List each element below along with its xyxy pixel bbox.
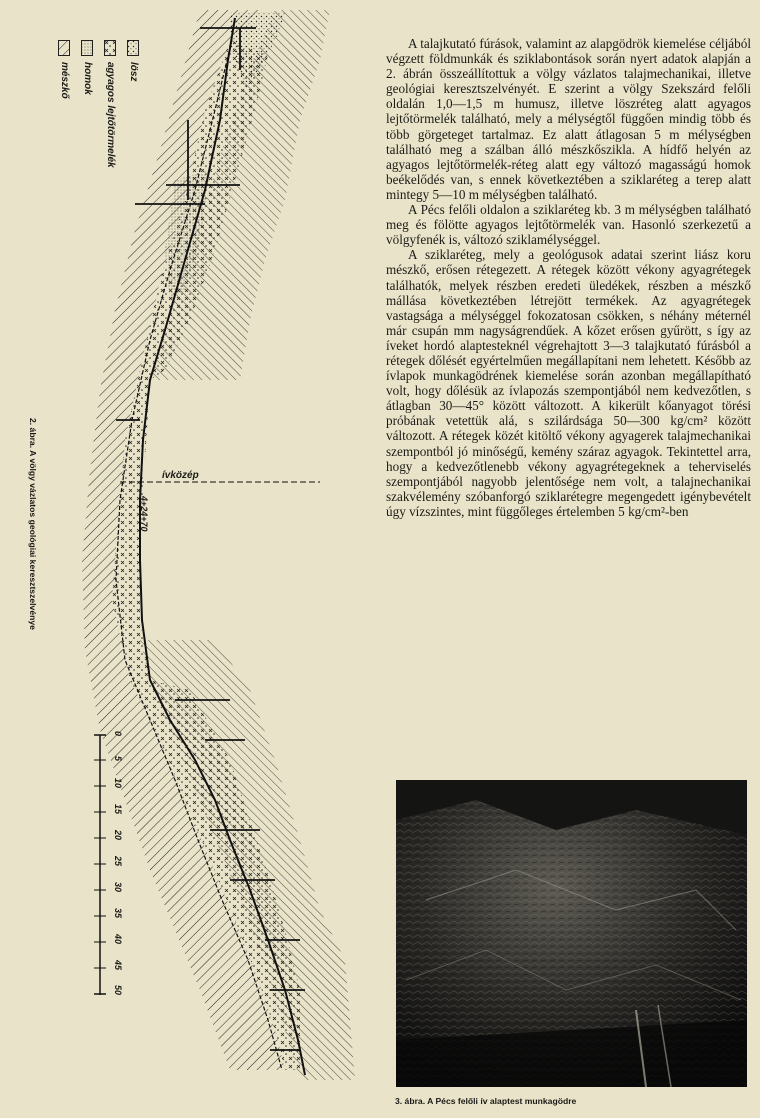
scale-tick-label: 40 <box>113 934 123 945</box>
scale-tick-label: 5 <box>113 756 123 762</box>
scale-tick-label: 25 <box>113 856 123 867</box>
loess-swatch-icon <box>127 40 139 56</box>
figure-2-caption: 2. ábra. A völgy vázlatos geológiai keresztszelvénye <box>28 418 38 630</box>
arch-center-label: ívközép <box>162 470 199 481</box>
body-text-column <box>386 36 751 519</box>
scale-tick-label: 30 <box>113 882 123 893</box>
limestone-swatch-icon <box>58 40 70 56</box>
scale-tick-label: 0 <box>113 731 123 737</box>
legend-label-limestone: mészkő <box>59 62 70 99</box>
slope-debris-swatch-icon <box>104 40 116 56</box>
paragraph: A sziklaréteg, mely a geológusok adatai szerint liász koru mészkő, erősen rétegezett. A rétegek között vékony agyagrétegek találhatók, melyek részben eredeti üledékek, részben a mészkő mállása következtében létrejött termékek. Az agyagrétegek vastagsága a mélységgel fokozatosan csökken, s néhány méternél már csupán mm nagyságrendűek. A kőzet erősen gyűrött, s így az íveket hordó alaptesteknél végrehajtott 3—3 talajkutató fúrásból a rétegek dőlését egyértelműen megállapítani nem lehetett. Később az ívlapok munkagödrének kiemelése során azonban megállapítható volt, hogy dőlésük az ívlapozás szempontjából nem kedvezőtlen, s átlagban 30—45° között változott. A kikerült kőanyagot törési próbának vetettük alá, s szilárdsága 50—300 kg/cm² között változott. A rétegek közét kitöltő vékony agyagerek talajmechanikai szempontból jó minőségű, kemény száraz agyagok. Tekintettel arra, hogy a kedvezőtlenebb vékony agyagrétegeknek a teherviselés szempontjából nagyobb jelentősége nem volt, a talajnechanikai szakvélemény szóbanforgó sziklarétegre megengedett igénybevételt úgy vízszintes, mint függőleges értelemben 5 kg/cm²-ben <box>386 247 751 519</box>
scale-tick-label: 45 <box>113 960 123 971</box>
legend-label-sand: homok <box>82 62 93 95</box>
excavation-pit-photo <box>396 780 747 1087</box>
legend-label-slope-debris: agyagos lejtőtörmelék <box>105 62 116 168</box>
scale-tick-label: 35 <box>113 908 123 919</box>
paragraph: A Pécs felőli oldalon a sziklaréteg kb. 3 m mélységben található meg és fölötte agyagos lejtőtörmelék van. Hasonló szerkezetű a völgyfenék is, változó sziklamélységgel. <box>386 202 751 248</box>
figure-3-photo <box>396 780 747 1087</box>
figure-3-caption: 3. ábra. A Pécs felőli ív alaptest munkagödre <box>395 1096 577 1106</box>
station-label: 4+24+70 <box>139 496 149 532</box>
paragraph: A talajkutató fúrások, valamint az alapgödrök kiemelése céljából végzett földmunkák és sziklabontások során nyert adatok alapján a 2. ábrán összeállítottuk a völgy vázlatos talajmechanikai, illetve geológiai keresztszelvényét. E szerint a völgy Szekszárd felőli oldalán 1,0—1,5 m humusz, illetve löszréteg alatt agyagos lejtőtörmelék található, mely a mélységtől függően mindig több és több görgeteget tartalmaz. Ez alatt átlagosan 5 m mélységben található meg a szálban álló mészkőszikla. A hídfő helyén az agyagos lejtőtörmelék-réteg alatt egy változó magasságú homok beékelődés van, s ennek következtében a sziklaréteg a terep alatt mintegy 5—10 m mélységben található. <box>386 36 751 202</box>
scale-tick-label: 20 <box>113 830 123 841</box>
sand-swatch-icon <box>81 40 93 56</box>
legend-label-loess: lösz <box>128 62 139 82</box>
scale-tick-label: 15 <box>113 804 123 815</box>
scale-tick-label: 50 <box>113 985 123 996</box>
scale-bar <box>94 735 106 995</box>
scale-tick-label: 10 <box>113 778 123 789</box>
